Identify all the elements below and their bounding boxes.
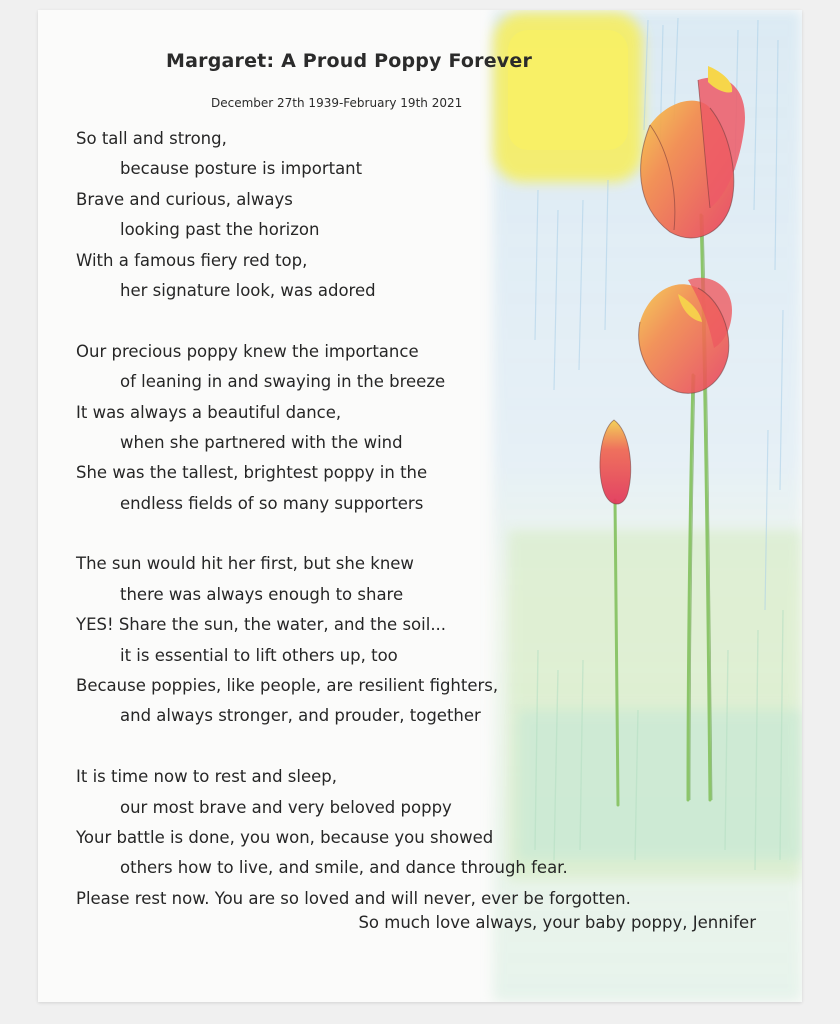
poem-line: The sun would hit her first, but she knew [76, 554, 414, 574]
poem-line: She was the tallest, brightest poppy in the [76, 463, 428, 483]
poem-line: Your battle is done, you won, because you showed [76, 827, 494, 847]
stanza-break [76, 306, 631, 336]
poem-line: there was always enough to share [120, 584, 404, 604]
poem-line: It is time now to rest and sleep, [76, 767, 338, 787]
poem-title: Margaret: A Proud Poppy Forever [166, 50, 533, 72]
poem-line: of leaning in and swaying in the breeze [120, 372, 446, 392]
poem-line: endless fields of so many supporters [120, 493, 424, 513]
life-dates: December 27th 1939-February 19th 2021 [211, 96, 463, 110]
poem-line: So tall and strong, [76, 129, 227, 148]
poem-line: looking past the horizon [120, 220, 320, 240]
poem-line: and always stronger, and prouder, together [120, 706, 481, 726]
poem-line: Our precious poppy knew the importance [76, 341, 419, 361]
stanza-break [76, 519, 631, 549]
poem-line: because posture is important [120, 159, 363, 179]
poem-line: others how to live, and smile, and dance through fear. [120, 858, 568, 878]
poem-line: her signature look, was adored [120, 280, 376, 300]
poem-body [76, 124, 631, 914]
poem-line: it is essential to lift others up, too [120, 645, 398, 665]
poem-line: our most brave and very beloved poppy [120, 797, 452, 817]
poem-line: It was always a beautiful dance, [76, 402, 342, 422]
poem-line: YES! Share the sun, the water, and the soil... [76, 615, 447, 635]
poem-line: With a famous fiery red top, [76, 250, 308, 270]
poem-signature: So much love always, your baby poppy, Jennifer [358, 913, 756, 932]
poem-line: Because poppies, like people, are resilient fighters, [76, 676, 499, 696]
poem-line: Brave and curious, always [76, 189, 293, 209]
poem-page [38, 10, 802, 1002]
poem-line: Please rest now. You are so loved and will never, ever be forgotten. [76, 888, 631, 908]
poem-line: when she partnered with the wind [120, 432, 403, 452]
stanza-break [76, 732, 631, 762]
